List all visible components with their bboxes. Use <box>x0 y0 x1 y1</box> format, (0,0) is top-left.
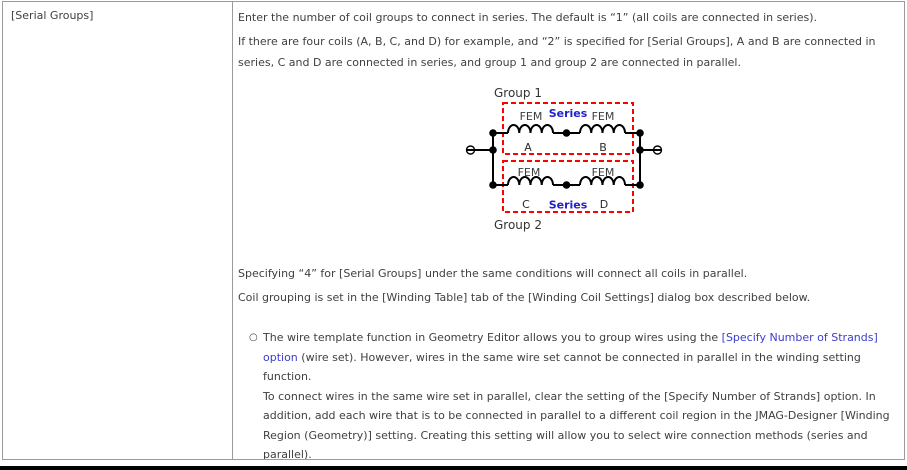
description-paragraph-2: If there are four coils (A, B, C, and D) for example, and “2” is specified for [Serial Groups], A and B are connected in series, C and D are connected in series, and group 1 and group 2 are connected in parallel. <box>238 35 876 69</box>
junction-dot <box>489 129 497 137</box>
coil-a-inductor <box>508 125 553 133</box>
coil-a-label: A <box>524 141 532 154</box>
note-text <box>263 328 899 459</box>
series-label-group2: Series <box>548 198 588 212</box>
note-text-after-link: (wire set). However, wires in the same wire set cannot be connected in parallel in the winding setting function. <box>263 350 861 383</box>
junction-dot <box>563 129 571 137</box>
note-list-item <box>249 328 899 459</box>
junction-dot <box>489 146 497 154</box>
coil-connection-diagram-svg <box>455 82 705 234</box>
coil-c-label: C <box>522 198 530 211</box>
junction-dot <box>636 181 644 189</box>
junction-dot <box>636 129 644 137</box>
circle-bullet-icon: ○ <box>249 332 258 343</box>
parameter-description-cell <box>233 2 904 459</box>
fem-label-c: FEM <box>517 166 541 179</box>
junction-dot <box>489 181 497 189</box>
coil-b-inductor <box>580 125 625 133</box>
series-label-group1: Series <box>548 107 588 120</box>
coil-b-label: B <box>599 141 607 154</box>
junction-dot <box>563 181 571 189</box>
description-paragraph-3: Specifying “4” for [Serial Groups] under the same conditions will connect all coils in parallel. <box>238 267 748 280</box>
note-text-before-link: The wire template function in Geometry Editor allows you to group wires using the <box>263 331 722 344</box>
description-paragraph-1: Enter the number of coil groups to connect in series. The default is “1” (all coils are connected in series). <box>238 11 817 24</box>
description-paragraph-4: Coil grouping is set in the [Winding Table] tab of the [Winding Coil Settings] dialog box described below. <box>238 291 811 304</box>
fem-label-d: FEM <box>591 166 615 179</box>
coil-connection-diagram <box>455 82 705 234</box>
coil-d-label: D <box>599 198 609 211</box>
group2-label: Group 2 <box>494 218 542 232</box>
fem-label-b: FEM <box>591 110 615 123</box>
specify-number-of-strands-link[interactable]: [Specify Number of Strands] option <box>263 331 878 364</box>
parameter-name-cell <box>3 2 233 459</box>
bottom-divider <box>0 466 907 470</box>
parameter-name: [Serial Groups] <box>11 9 94 22</box>
parameter-reference-table <box>2 1 905 460</box>
note-text-line2: To connect wires in the same wire set in parallel, clear the setting of the [Specify Number of Strands] option. In addition, add each wire that is to be connected in parallel to a different coil region in the JMAG-Designer [Winding Region (Geometry)] setting. Creating this setting will allow you to select wire connection methods (series and parallel). <box>263 389 890 459</box>
junction-dot <box>636 146 644 154</box>
group1-label: Group 1 <box>494 86 542 100</box>
fem-label-a: FEM <box>519 110 543 123</box>
